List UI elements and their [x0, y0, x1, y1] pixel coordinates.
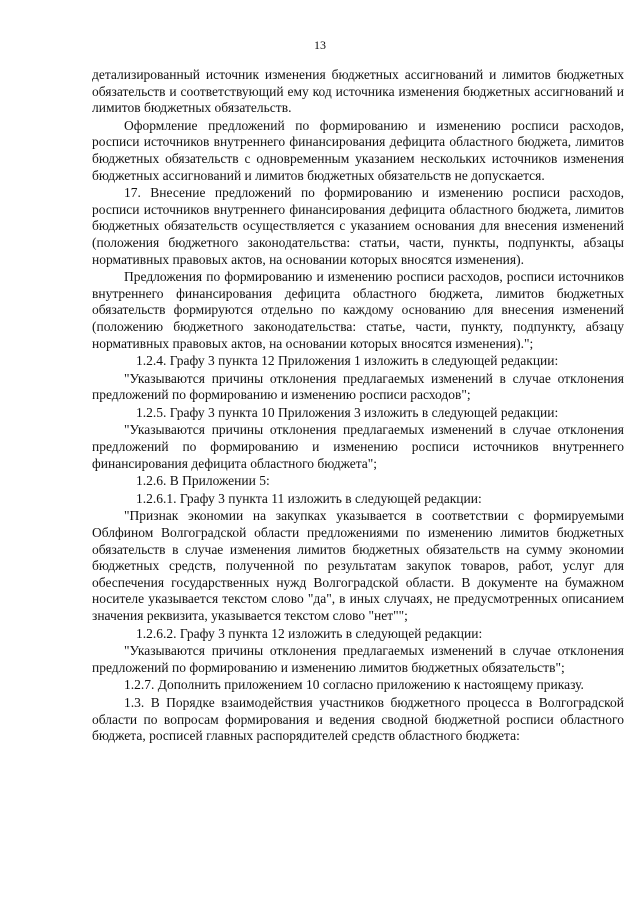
paragraph-continuation: детализированный источник изменения бюджетных ассигнований и лимитов бюджетных обязательств и соответствующий ему код источника изменения бюджетных ассигнований и лимитов бюджетных обязательств. [92, 67, 624, 116]
quoted-text: "Указываются причины отклонения предлагаемых изменений в случае отклонения предложений по формированию и изменению лимитов бюджетных обязательств"; [92, 643, 624, 675]
quoted-text: "Признак экономии на закупках указывается в соответствии с формируемыми Облфином Волгоградской области предложениями по изменению лимитов бюджетных обязательств в случае изменения лимитов бюджетных обязательств на сумму экономии бюджетных средств, полученной по результатам закупок товаров, работ, услуг для обеспечения государственных нужд Волгоградской области. В документе на бумажном носителе указывается текстом слово "да", в иных случаях, не предусмотренных описанием значения реквизита, указывается текстом слово "нет""; [92, 508, 624, 623]
paragraph-item-1-2-6-1: 1.2.6.1. Графу 3 пункта 11 изложить в следующей редакции: [136, 490, 482, 506]
paragraph-item-1-2-6-2: 1.2.6.2. Графу 3 пункта 12 изложить в следующей редакции: [136, 625, 483, 641]
quoted-text: "Указываются причины отклонения предлагаемых изменений в случае отклонения предложений по формированию и изменению росписи расходов"; [92, 370, 624, 403]
paragraph-item-1-2-7: 1.2.7. Дополнить приложением 10 согласно приложению к настоящему приказу. [124, 677, 584, 693]
paragraph: Оформление предложений по формированию и изменению росписи расходов, росписи источников внутреннего финансирования дефицита областного бюджета, лимитов бюджетных обязательств с одновременным указанием нескольких источников изменения бюджетных ассигнований и лимитов бюджетных обязательств не допускается. [92, 117, 624, 183]
paragraph-item-1-2-6: 1.2.6. В Приложении 5: [136, 473, 270, 489]
paragraph-item-1-2-4: 1.2.4. Графу 3 пункта 12 Приложения 1 изложить в следующей редакции: [136, 353, 559, 369]
paragraph-item-1-3: 1.3. В Порядке взаимодействия участников бюджетного процесса в Волгоградской области по вопросам формирования и ведения сводной бюджетной росписи областного бюджета, росписей главных распорядителей средств областного бюджета: [92, 694, 624, 744]
paragraph-item-1-2-5: 1.2.5. Графу 3 пункта 10 Приложения 3 изложить в следующей редакции: [136, 404, 559, 420]
page-number: 13 [314, 38, 326, 52]
quoted-text: "Указываются причины отклонения предлагаемых изменений в случае отклонения предложений по формированию и изменению росписи источников внутреннего финансирования дефицита областного бюджета"; [92, 422, 624, 471]
paragraph-item-17: 17. Внесение предложений по формированию и изменению росписи расходов, росписи источников внутреннего финансирования дефицита областного бюджета, лимитов бюджетных обязательств осуществляется с указанием основания для внесения изменений (положения бюджетного законодательства: статьи, части, пункты, подпункты, абзацы нормативных правовых актов, на основании которых вносятся изменения). [92, 185, 624, 267]
document-body [92, 67, 624, 746]
paragraph: Предложения по формированию и изменению росписи расходов, росписи источников внутреннего финансирования дефицита областного бюджета, лимитов бюджетных обязательств формируются отдельно по каждому основанию для внесения изменений (положению бюджетного законодательства: статье, части, пункту, подпункту, абзацу нормативных правовых актов, на основании которых вносятся изменения)."; [92, 269, 624, 351]
